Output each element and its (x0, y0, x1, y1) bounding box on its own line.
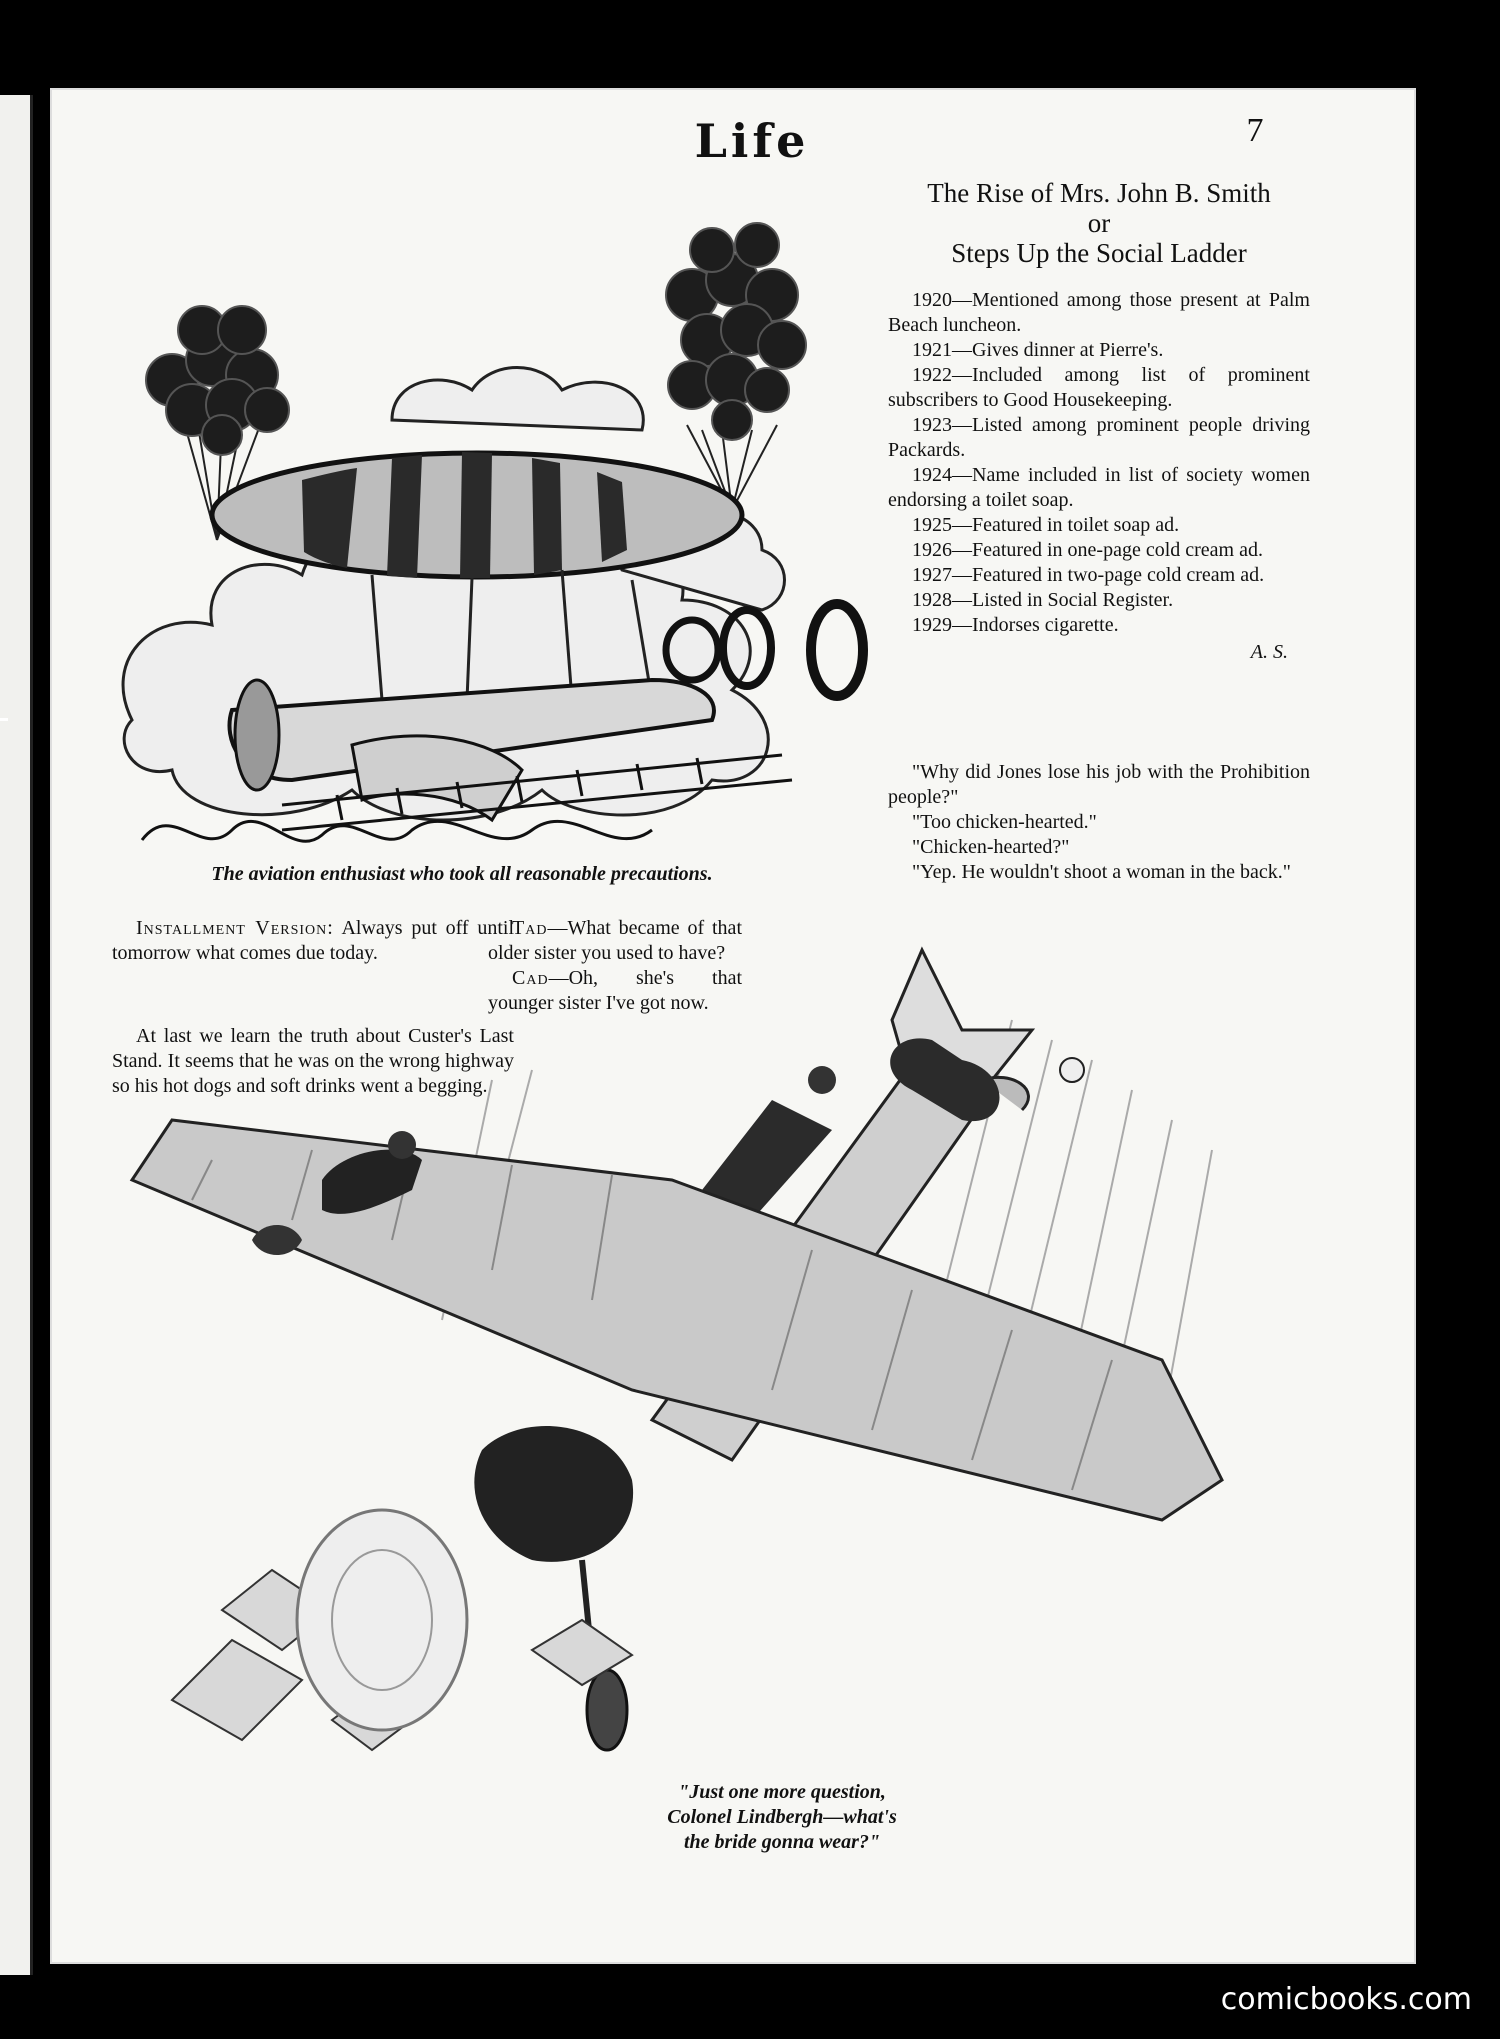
rise-entry: 1926—Featured in one-page cold cream ad. (912, 539, 1263, 561)
installment-label: Installment Version: (136, 917, 334, 939)
jones-joke (888, 760, 1310, 885)
rise-entry: 1924—Name included in list of society women endorsing a toilet soap. (888, 464, 1310, 511)
rise-signature: A. S. (1250, 641, 1288, 663)
cad-text: —Oh, she's that younger sister I've got now. (488, 967, 742, 1014)
rise-entry: 1920—Mentioned among those present at Palm Beach luncheon. (888, 289, 1310, 336)
rise-title-line: The Rise of Mrs. John B. Smith (927, 178, 1271, 208)
rise-entry: 1923—Listed among prominent people driving Packards. (888, 414, 1310, 461)
left-page-mark (0, 718, 8, 721)
rise-entry: 1928—Listed in Social Register. (912, 589, 1174, 611)
rise-article (888, 178, 1310, 665)
masthead: Life (694, 114, 810, 168)
watermark: comicbooks.com (1220, 1982, 1472, 2017)
joke-line: "Chicken-hearted?" (912, 836, 1070, 858)
tad-label: Tad (512, 917, 548, 939)
cad-label: Cad (512, 967, 549, 989)
rise-entry: 1925—Featured in toilet soap ad. (912, 514, 1180, 536)
airship-illustration (92, 180, 872, 860)
magazine-page (50, 88, 1416, 1964)
custer-joke: At last we learn the truth about Custer's Last Stand. It seems that he was on the wrong highway so his hot dogs and soft drinks went a begging. (112, 1025, 514, 1097)
left-page-edge (0, 95, 33, 1975)
joke-line: "Too chicken-hearted." (912, 811, 1097, 833)
joke-line: "Yep. He wouldn't shoot a woman in the back." (912, 861, 1291, 883)
rise-entry: 1929—Indorses cigarette. (912, 614, 1119, 636)
rise-title-line: or (1087, 208, 1111, 238)
lindbergh-plane-illustration (112, 920, 1312, 1820)
lindbergh-caption: "Just one more question, Colonel Lindbergh—what's the bride gonna wear?" (667, 1781, 897, 1853)
airship-caption: The aviation enthusiast who took all reasonable precautions. (211, 863, 713, 885)
rise-entry: 1927—Featured in two-page cold cream ad. (912, 564, 1265, 586)
rise-article-title (888, 178, 1310, 268)
page-number: 7 (1246, 112, 1264, 149)
rise-entry: 1921—Gives dinner at Pierre's. (912, 339, 1164, 361)
joke-line: "Why did Jones lose his job with the Prohibition people?" (888, 761, 1310, 808)
rise-entry: 1922—Included among list of prominent subscribers to Good Housekeeping. (888, 364, 1310, 411)
installment-text: Always put off until tomorrow what comes due today. (112, 917, 514, 964)
tad-text: —What became of that older sister you used to have? (488, 917, 742, 964)
rise-title-line: Steps Up the Social Ladder (951, 238, 1247, 268)
